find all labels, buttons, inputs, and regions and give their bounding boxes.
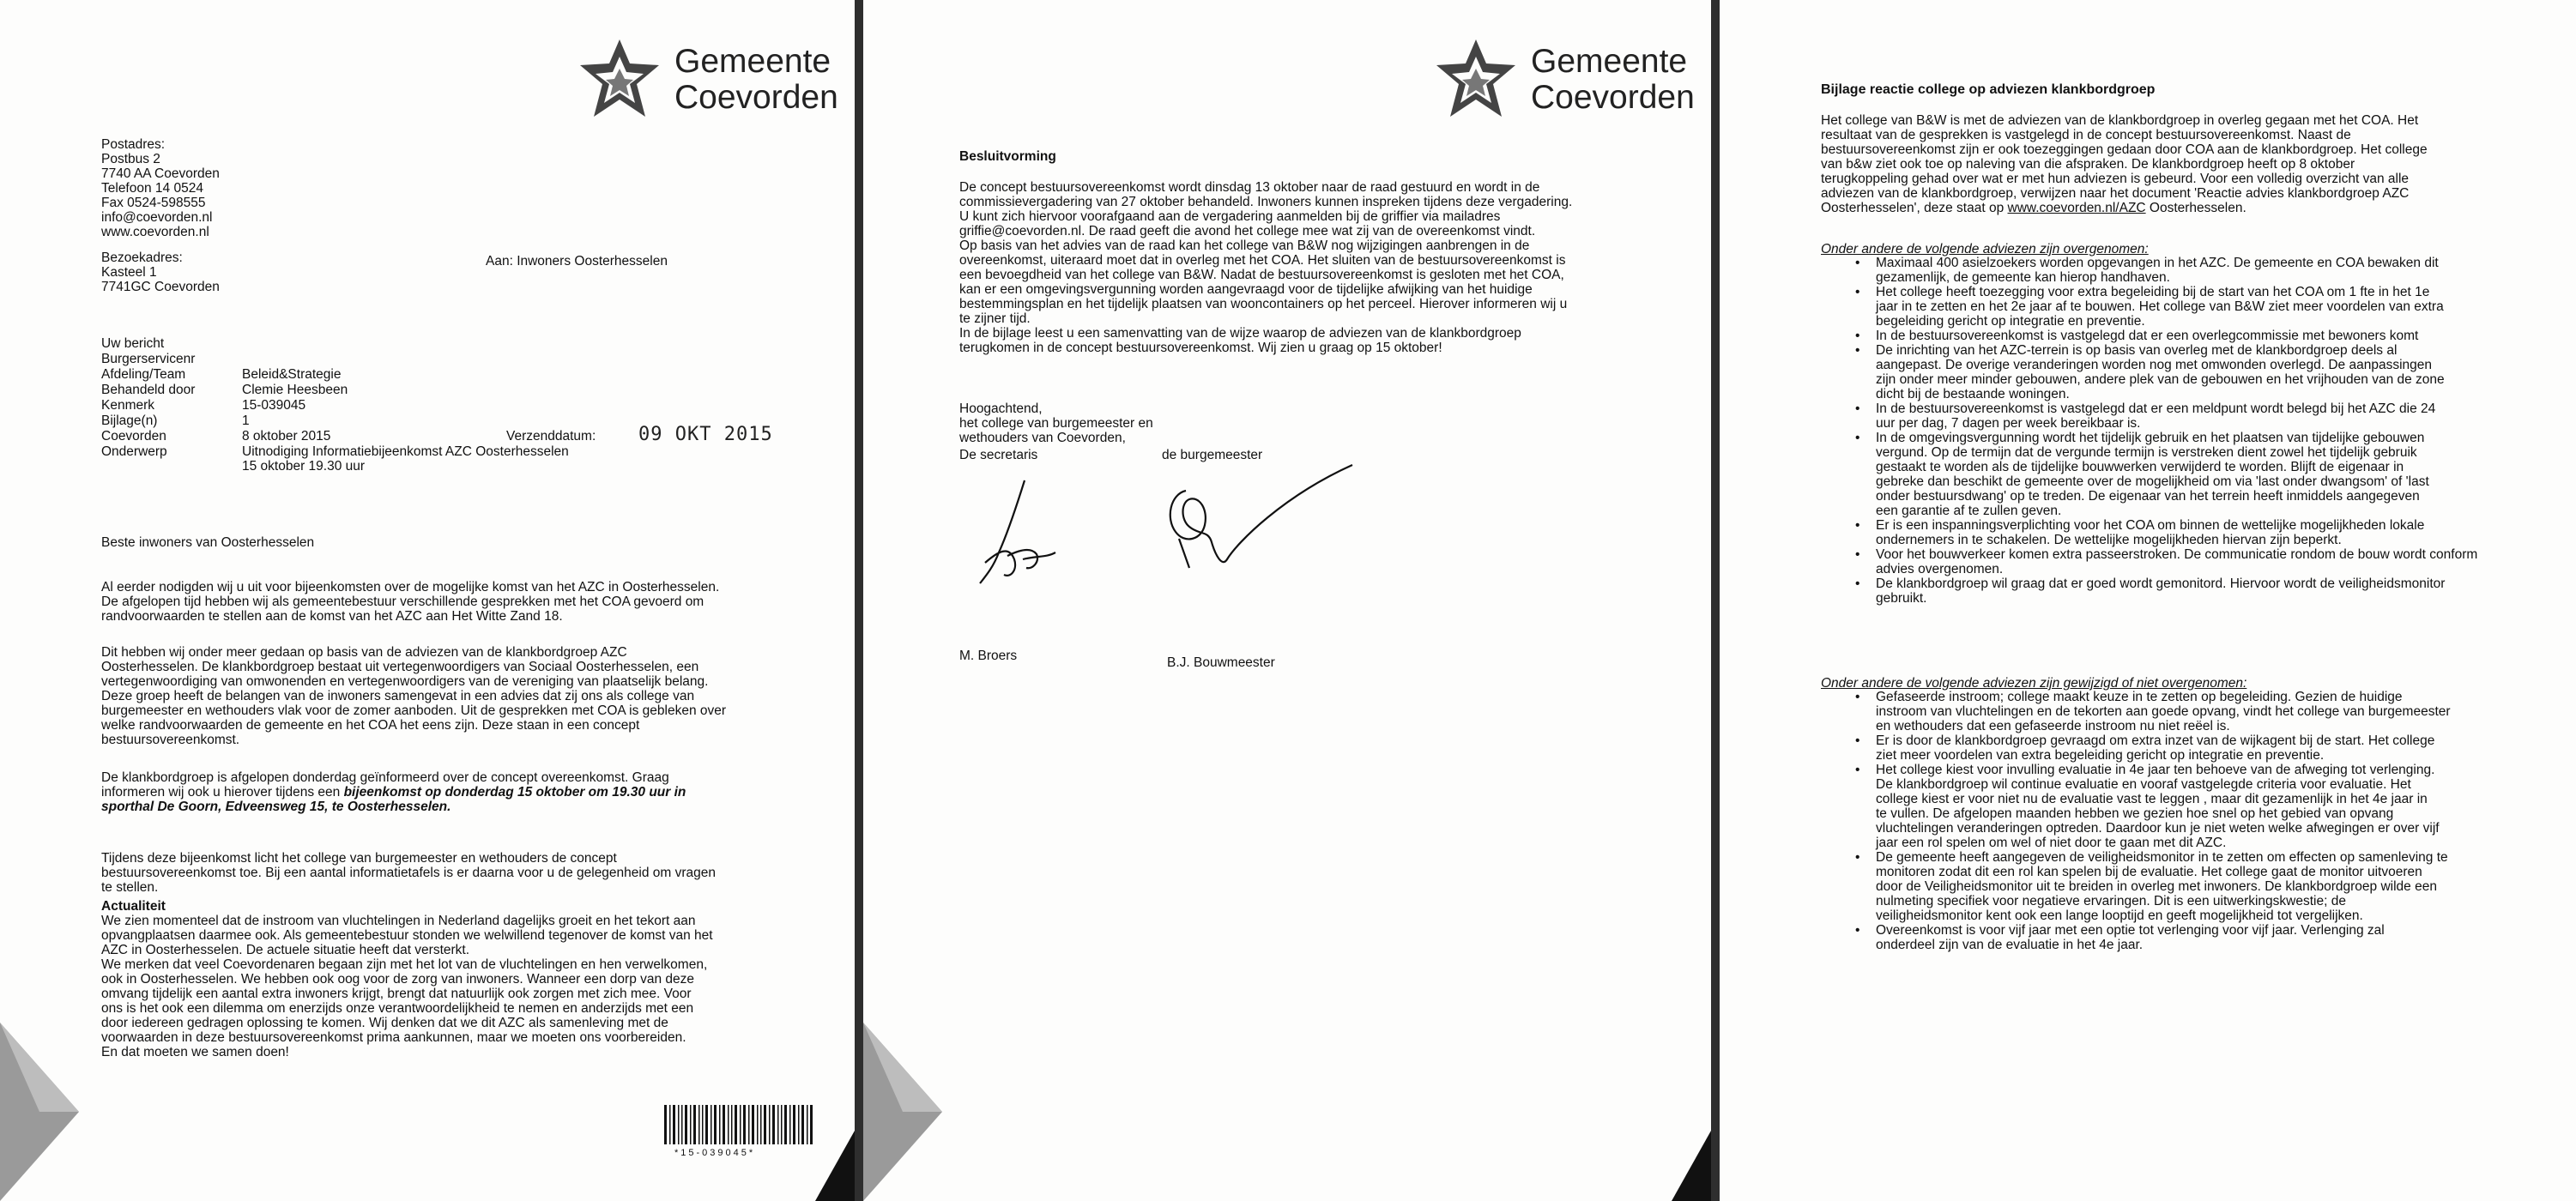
paragraph-3 xyxy=(101,770,686,814)
list-item: • In de bestuursovereenkomst is vastgelegd dat er een meldpunt wordt belegd bij het AZC die 24 uur per dag, 7 dagen per week bereikbaar is. xyxy=(1843,401,2564,431)
adopted-advice-list xyxy=(1843,256,2564,606)
postal-address: Postadres: Postbus 2 7740 AA Coevorden Telefoon 14 0524 Fax 0524-598555 info@coevorden.nl www.coevorden.nl xyxy=(101,137,220,239)
actualiteit-text: We zien momenteel dat de instroom van vluchtelingen in Nederland dagelijks groeit en het tekort aan opvangplaatsen daarmee ook. Als gemeentebestuur stonden we welwillend tegenover de komst van het AZC in Oosterhesselen. De actuele situatie heeft dat versterkt. We merken dat veel Coevordenaren begaan zijn met het lot van de vluchtelingen en hen verwelkomen, ook in Oosterhesselen. We hebben ook oog voor de zorg van inwoners. Wanneer een dorp van deze omvang tijdelijk een aantal extra inwoners krijgt, brengt dat natuurlijk ook zorgen met zich mee. Voor ons is het ook een dilemma om enerzijds onze verantwoordelijkheid te nemen en anderzijds met een door iedereen gedragen oplossing te komen. Wij denken dat we dit AZC als samenleving met de voorwaarden in deze bestuursovereenkomst prima aankunnen, maar we moeten ons voorbereiden. En dat moeten we samen doen! xyxy=(101,914,713,1059)
besluitvorming-text: De concept bestuursovereenkomst wordt dinsdag 13 oktober naar de raad gestuurd en wordt in de commissievergadering van 27 oktober behandeld. Inwoners kunnen inspreken tijdens deze vergadering. U kunt zich hiervoor voorafgaand aan de vergadering aanmelden bij de griffier via mailadres griffie@coevorden.nl. De raad geeft die avond het college mee wat zij van de overeenkomst vindt. Op basis van het advies van de raad kan het college van B&W nog wijzigingen aanbrengen in de overeenkomst, uiteraard moet dat in overleg met het COA. Het sluiten van de bestuursovereenkomst is een bevoegdheid van het college van B&W. Nadat de bestuursovereenkomst is gesloten met het COA, kan er een omgevingsvergunning worden aangevraagd voor de tijdelijke afwijking van het huidige bestemmingsplan en het tijdelijk plaatsen van wooncontainers op het perceel. Hierover informeren wij u te zijner tijd. In de bijlage leest u een samenvatting van de wijze waarop de adviezen van de klankbordgroep terugkomen in de concept bestuursovereenkomst. Wij zien u graag op 15 oktober! xyxy=(959,180,1573,355)
star-logo-icon xyxy=(1430,38,1522,124)
list-item: • De klankbordgroep wil graag dat er goed wordt gemonitord. Hiervoor wordt de veiligheidsmonitor gebruikt. xyxy=(1843,576,2564,606)
azc-link[interactable]: www.coevorden.nl/AZC xyxy=(2007,201,2146,215)
send-date-stamp: 09 OKT 2015 xyxy=(638,424,773,445)
secretaris-label: De secretaris xyxy=(959,448,1038,462)
meta-value: Clemie Heesbeen xyxy=(242,383,348,397)
burgemeester-name: B.J. Bouwmeester xyxy=(1167,655,1275,670)
secretaris-name: M. Broers xyxy=(959,649,1018,663)
closing: Hoogachtend, het college van burgemeester en wethouders van Coevorden, xyxy=(959,401,1153,445)
corner-mark-shape xyxy=(1672,1131,1711,1201)
list-item: • Overeenkomst is voor vijf jaar met een optie tot verlenging voor vijf jaar. Verlenging zal onderdeel zijn van de evaluatie in het 4e jaar. xyxy=(1843,923,2564,952)
list-item: • In de bestuursovereenkomst is vastgelegd dat er een overlegcommissie met bewoners komt xyxy=(1843,329,2564,343)
fold-corner-shape xyxy=(863,1023,942,1201)
list-item: • De gemeente heeft aangegeven de veiligheidsmonitor in te zetten om effecten op samenleving te monitoren zodat dit een rol kan spelen bij de evaluatie. Het college gaat de monitor uitvoeren door de Veiligheidsmonitor uit te breiden in overleg met inwoners. De klankbordgroep wilde een nulmeting specifiek voor negatieve ervaringen. Dit is een uitwerkingskwestie; de veiligheidsmonitor kent ook een lange looptijd en geeft mogelijkheid tot vergelijken. xyxy=(1843,850,2564,923)
intro-text: Het college van B&W is met de adviezen van de klankbordgroep in overleg gegaan met het COA. Het resultaat van de gesprekken is vastgelegd in de concept bestuursovereenkomst. Naast de bestuursovereenkomst zijn er ook toezeggingen gedaan door COA aan de klankbordgroep. Het college van b&w ziet ook toe op naleving van die afspraken. De klankbordgroep heeft op 8 oktober terugkoppeling gehad over wat er met hun adviezen is gebeurd. Voor een volledig overzicht van alle adviezen van de klankbordgroep, verwijzen naar het document 'Reactie advies klankbordgroep AZC Oosterhesselen', deze staat op xyxy=(1821,113,2428,215)
appendix-page xyxy=(1720,0,2576,1201)
meta-value: Uitnodiging Informatiebijeenkomst AZC Oosterhesselen 15 oktober 19.30 uur xyxy=(242,444,569,474)
actualiteit-heading: Actualiteit xyxy=(101,899,166,914)
meeting-details: bijeenkomst op donderdag 15 oktober om 19.30 uur in sporthal De Goorn, Edveensweg 15, te Oosterhesselen. xyxy=(101,785,686,814)
your-message-label: Uw bericht xyxy=(101,336,165,351)
meta-value: Beleid&Strategie xyxy=(242,367,342,382)
send-date-label: Verzenddatum: xyxy=(506,429,596,444)
meta-value: 8 oktober 2015 xyxy=(242,429,331,444)
salutation: Beste inwoners van Oosterhesselen xyxy=(101,535,315,550)
changed-advice-list xyxy=(1843,690,2564,952)
appendix-intro xyxy=(1821,113,2428,215)
letter-page-2 xyxy=(863,0,1711,1201)
letter-page-1 xyxy=(0,0,855,1201)
meta-label: Afdeling/Team xyxy=(101,367,186,382)
logo-line-2: Coevorden xyxy=(1531,79,1695,116)
meta-label: Behandeld door xyxy=(101,383,196,397)
besluitvorming-heading: Besluitvorming xyxy=(959,149,1056,164)
list-item: • Gefaseerde instroom; college maakt keuze in te zetten op begeleiding. Gezien de huidige instroom van vluchtelingen en de tekorten aan goede opvang, vindt het college van burgemeester en wethouders dat een gefaseerde instroom nu niet reëel is. xyxy=(1843,690,2564,733)
gemeente-coevorden-logo xyxy=(1430,34,1695,129)
list-item: • Maximaal 400 asielzoekers worden opgevangen in het AZC. De gemeente en COA bewaken dit gezamenlijk, de gemeente kan hierop handhaven. xyxy=(1843,256,2564,285)
barcode-number: *15-039045* xyxy=(674,1148,756,1158)
meta-value: 1 xyxy=(242,413,250,428)
logo-line-2: Coevorden xyxy=(674,79,838,116)
list-item: • Het college kiest voor invulling evaluatie in 4e jaar ten behoeve van de afweging tot verlenging. De klankbordgroep wil continue evaluatie en vooraf vastgelegde criteria voor evaluatie. Het college kiest er voor niet nu de evaluatie vast te leggen , maar dit gezamenlijk in het 4e jaar in te vullen. De afgelopen maanden hebben we gezien hoe snel op het gebied van opvang vluchtelingen veranderingen optreden. Daardoor kun je niet weten welke afwegingen er over vijf jaar een rol spelen om wel of niet door te gaan met dit AZC. xyxy=(1843,763,2564,850)
section-adopted-heading: Onder andere de volgende adviezen zijn overgenomen: xyxy=(1821,242,2149,256)
meta-label: Coevorden xyxy=(101,429,166,444)
paragraph-3-text: De klankbordgroep is afgelopen donderdag geïnformeerd over de concept overeenkomst. Graag informeren wij ook u hierover tijdens een xyxy=(101,770,669,800)
burgemeester-label: de burgemeester xyxy=(1162,448,1263,462)
list-item: • De inrichting van het AZC-terrein is op basis van overleg met de klankbordgroep deels al aangepast. De overige veranderingen worden nog met omwonden overlegd. De aanpassingen zijn onder meer minder gebouwen, andere plek van de gebouwen en het vrijhouden van de zone dicht bij de bestaande woningen. xyxy=(1843,343,2564,401)
list-item: • Het college heeft toezegging voor extra begeleiding bij de start van het COA om 1 fte in het 1e jaar in te zetten en het 2e jaar af te bouwen. Het college van B&W ziet meer voordelen van extra begeleiding gericht op integratie en preventie. xyxy=(1843,285,2564,329)
intro-text-end: Oosterhesselen. xyxy=(2145,201,2246,215)
signature-secretaris xyxy=(973,474,1076,592)
logo-line-1: Gemeente xyxy=(1531,43,1688,80)
list-item: • Voor het bouwverkeer komen extra passeerstroken. De communicatie rondom de bouw wordt conform advies overgenomen. xyxy=(1843,547,2564,576)
signature-burgemeester xyxy=(1155,458,1361,578)
meta-label: Kenmerk xyxy=(101,398,155,413)
list-item: • Er is door de klankbordgroep gevraagd om extra inzet van de wijkagent bij de start. Het college ziet meer voordelen van extra begeleiding gericht op integratie en preventie. xyxy=(1843,733,2564,763)
addressee: Aan: Inwoners Oosterhesselen xyxy=(486,254,668,269)
logo-line-1: Gemeente xyxy=(674,43,831,80)
meta-label: Onderwerp xyxy=(101,444,167,459)
paragraph-4: Tijdens deze bijeenkomst licht het college van burgemeester en wethouders de concept bestuursovereenkomst toe. Bij een aantal informatietafels is er daarna voor u de gelegenheid om vragen te stellen. xyxy=(101,851,717,895)
paragraph-1: Al eerder nodigden wij u uit voor bijeenkomsten over de mogelijke komst van het AZC in Oosterhesselen. De afgelopen tijd hebben wij als gemeentebestuur verschillende gesprekken met het COA gevoerd om randvoorwaarden te stellen aan de komst van het AZC aan Het Witte Zand 18. xyxy=(101,580,720,624)
meta-value: 15-039045 xyxy=(242,398,306,413)
fold-corner-shape xyxy=(0,1023,79,1201)
list-item: • In de omgevingsvergunning wordt het tijdelijk gebruik en het plaatsen van tijdelijke gebouwen vergund. Op de termijn dat de vergunde termijn is verstreken dient zowel het tijdelijk gebruik gestaakt te worden als de tijdelijke bouwwerken verwijderd te worden. Blijft de eigenaar in gebreke dan beschikt de gemeente over de mogelijkheid om via 'last onder dwangsom' of 'last onder bestuursdwang' op te treden. De eigenaar van het terrein heeft inmiddels aangegeven een garantie af te zullen geven. xyxy=(1843,431,2564,518)
gemeente-coevorden-logo xyxy=(573,34,838,129)
meta-label: Bijlage(n) xyxy=(101,413,158,428)
list-item: • Er is een inspanningsverplichting voor het COA om binnen de wettelijke mogelijkheden lokale ondernemers in te schakelen. De wettelijke mogelijkheden hiervan zijn beperkt. xyxy=(1843,518,2564,547)
star-logo-icon xyxy=(573,38,666,124)
meta-label: Burgerservicenr xyxy=(101,352,196,366)
visit-address: Bezoekadres: Kasteel 1 7741GC Coevorden xyxy=(101,250,220,294)
paragraph-2: Dit hebben wij onder meer gedaan op basis van de adviezen van de klankbordgroep AZC Oosterhesselen. De klankbordgroep bestaat uit vertegenwoordigers van Sociaal Oosterhesselen, een vertegenwoordiging van omwonenden en vertegenwoordigers van de vereniging van plaatselijk belang. Deze groep heeft de belangen van de inwoners samengevat in een advies dat zij ons als college van burgemeester en wethouders vlak voor de zomer aanboden. Uit de gesprekken met COA is gebleken over welke randvoorwaarden de gemeente en het COA het eens zijn. Deze staan in een concept bestuursovereenkomst. xyxy=(101,645,727,747)
section-changed-heading: Onder andere de volgende adviezen zijn gewijzigd of niet overgenomen: xyxy=(1821,676,2247,691)
appendix-title: Bijlage reactie college op adviezen klankbordgroep xyxy=(1821,82,2156,97)
corner-mark-shape xyxy=(815,1131,855,1201)
